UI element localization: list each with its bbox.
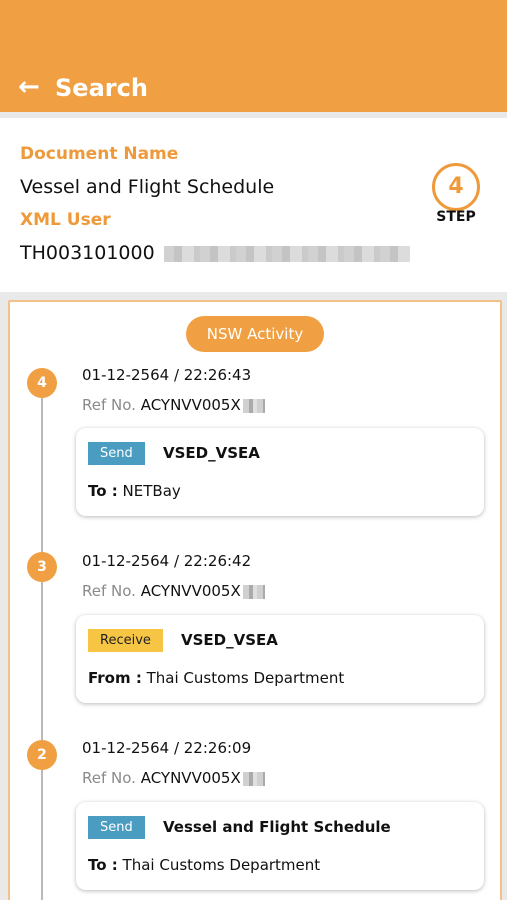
activity-timestamp: 01-12-2564 / 22:26:42 — [82, 552, 252, 570]
page-title: Search — [55, 74, 148, 102]
activity-message-card[interactable] — [76, 428, 484, 516]
party-line — [88, 856, 320, 874]
reference-number — [82, 396, 265, 414]
document-name-label: Document Name — [20, 144, 179, 164]
party-line — [88, 669, 344, 687]
ref-value: ACYNVV005X — [140, 582, 241, 600]
direction-badge: Receive — [88, 629, 163, 652]
activity-timestamp: 01-12-2564 / 22:26:43 — [82, 366, 252, 384]
ref-label: Ref No. — [82, 769, 136, 787]
document-type: Vessel and Flight Schedule — [163, 818, 391, 836]
step-counter: 4 — [432, 163, 480, 211]
reference-number — [82, 582, 265, 600]
ref-value: ACYNVV005X — [140, 769, 241, 787]
party-line — [88, 482, 181, 500]
document-name-value: Vessel and Flight Schedule — [20, 176, 275, 198]
arrow-left-icon[interactable]: ← — [18, 72, 40, 102]
party-value: NETBay — [122, 482, 181, 500]
direction-badge: Send — [88, 442, 145, 465]
redacted-ref-suffix — [243, 399, 265, 413]
party-value: Thai Customs Department — [146, 669, 345, 687]
document-type: VSED_VSEA — [163, 444, 260, 462]
redacted-ref-suffix — [243, 585, 265, 599]
xml-user-value: TH003101000 — [20, 242, 155, 264]
step-label: STEP — [436, 209, 476, 225]
ref-value: ACYNVV005X — [140, 396, 241, 414]
timeline-step-marker: 3 — [27, 552, 57, 582]
timeline-step-marker: 4 — [27, 368, 57, 398]
document-type: VSED_VSEA — [181, 631, 278, 649]
ref-label: Ref No. — [82, 582, 136, 600]
nsw-activity-pill: NSW Activity — [186, 316, 324, 352]
party-label: To : — [88, 482, 118, 500]
party-value: Thai Customs Department — [122, 856, 321, 874]
direction-badge: Send — [88, 816, 145, 839]
activity-timestamp: 01-12-2564 / 22:26:09 — [82, 739, 252, 757]
timeline-step-marker: 2 — [27, 740, 57, 770]
activity-message-card[interactable] — [76, 615, 484, 703]
redacted-ref-suffix — [243, 772, 265, 786]
ref-label: Ref No. — [82, 396, 136, 414]
party-label: From : — [88, 669, 142, 687]
app-header — [0, 0, 507, 112]
xml-user-label: XML User — [20, 210, 111, 230]
party-label: To : — [88, 856, 118, 874]
redacted-user-suffix — [164, 246, 410, 262]
reference-number — [82, 769, 265, 787]
document-info-card — [0, 118, 507, 292]
activity-message-card[interactable] — [76, 802, 484, 890]
timeline-line — [41, 385, 43, 900]
